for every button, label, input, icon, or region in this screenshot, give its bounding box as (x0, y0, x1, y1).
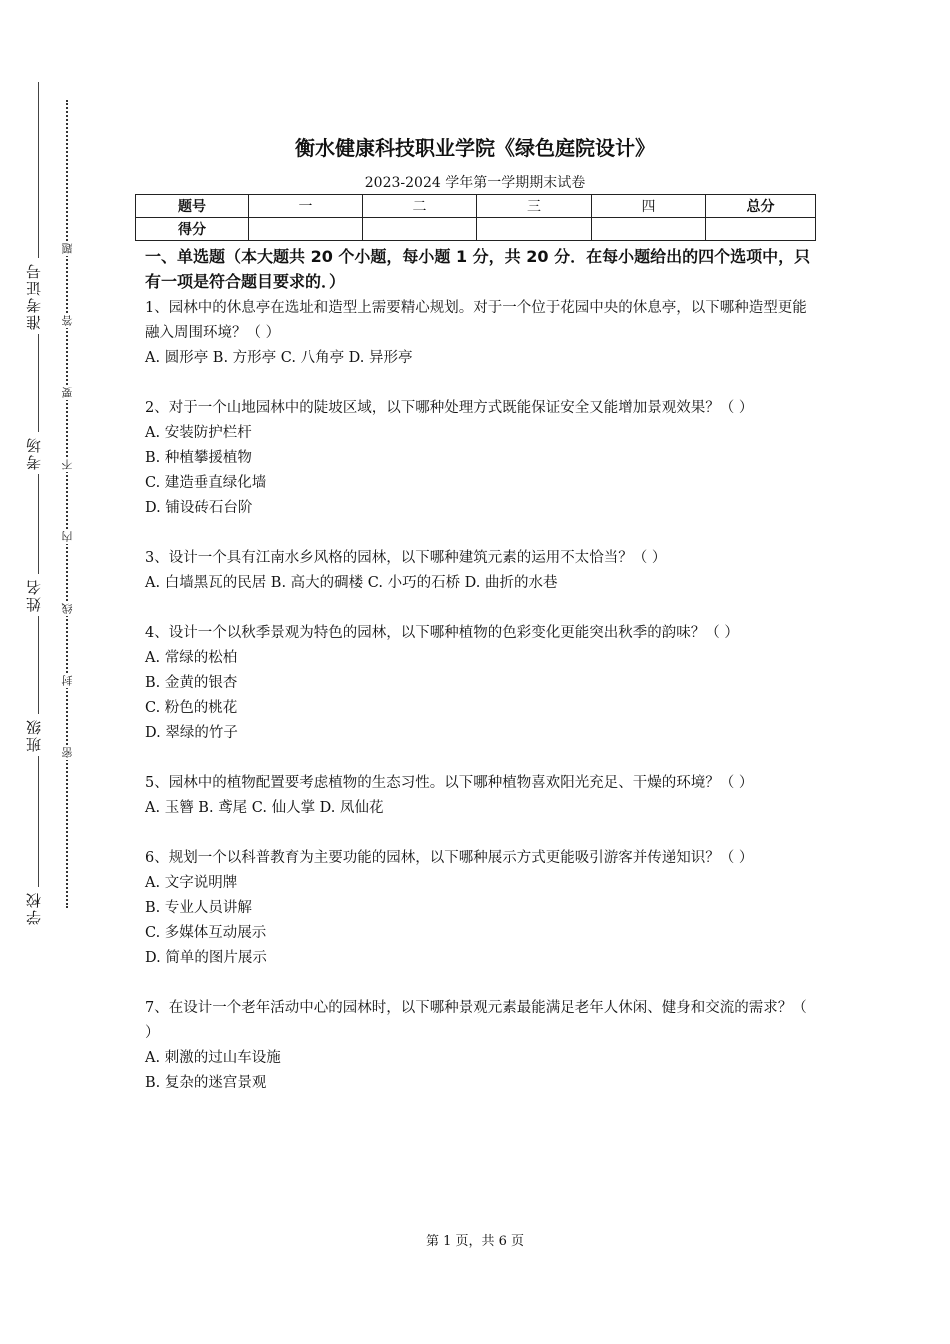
score-cell: 二 (363, 195, 477, 218)
question-options: A. 圆形亭 B. 方形亭 C. 八角亭 D. 异形亭 (145, 350, 413, 366)
seal-char: 要 (61, 387, 74, 398)
score-input-cell (477, 218, 592, 241)
seal-char: 密 (61, 747, 74, 758)
seal-char: 题 (61, 243, 74, 254)
question-3 (145, 546, 817, 596)
score-table (135, 194, 816, 241)
score-table-score-row (136, 218, 816, 241)
seal-char: 不 (61, 459, 74, 470)
question-stem: 2、对于一个山地园林中的陡坡区域，以下哪种处理方式既能保证安全又能增加景观效果？（ ） (145, 400, 754, 416)
option-d: D. 铺设砖石台阶 (145, 500, 253, 516)
seal-dotted-line (66, 100, 68, 908)
score-input-cell (592, 218, 706, 241)
seal-char: 答 (61, 315, 74, 326)
score-table-header-row (136, 195, 816, 218)
option-d: D. 翠绿的竹子 (145, 725, 238, 741)
page-number: 第 1 页，共 6 页 (425, 1234, 525, 1249)
question-options: A. 白墙黑瓦的民居 B. 高大的碉楼 C. 小巧的石桥 D. 曲折的水巷 (145, 575, 558, 591)
question-stem: 4、设计一个以秋季景观为特色的园林，以下哪种植物的色彩变化更能突出秋季的韵味？（ ） (145, 625, 739, 641)
exam-content (145, 244, 817, 1096)
question-options: A. 玉簪 B. 鸢尾 C. 仙人掌 D. 凤仙花 (145, 800, 384, 816)
question-1 (145, 296, 817, 371)
question-5 (145, 771, 817, 821)
option-b: B. 金黄的银杏 (145, 675, 238, 691)
option-c: C. 粉色的桃花 (145, 700, 238, 716)
question-4 (145, 621, 817, 746)
field-exam-number: 准考证号 (23, 258, 44, 334)
option-a: A. 刺激的过山车设施 (145, 1050, 281, 1066)
option-a: A. 常绿的松柏 (145, 650, 238, 666)
field-exam-room: 考场 (23, 432, 44, 474)
option-c: C. 建造垂直绿化墙 (145, 475, 267, 491)
seal-char: 线 (61, 603, 74, 614)
field-name: 姓名 (23, 574, 44, 616)
option-a: A. 文字说明牌 (145, 875, 238, 891)
exam-title: 衡水健康科技职业学院《绿色庭院设计》 (295, 136, 655, 160)
field-class: 班级 (23, 714, 44, 756)
score-cell: 三 (477, 195, 592, 218)
field-school: 学校 (23, 887, 44, 929)
seal-char: 封 (61, 675, 74, 686)
section-heading: 一、单选题（本大题共 20 个小题，每小题 1 分，共 20 分．在每小题给出的四个选项中，只有一项是符合题目要求的．） (145, 247, 811, 291)
option-d: D. 简单的图片展示 (145, 950, 267, 966)
question-2 (145, 396, 817, 521)
binding-line (38, 82, 39, 924)
option-a: A. 安装防护栏杆 (145, 425, 252, 441)
question-7 (145, 996, 817, 1096)
question-6 (145, 846, 817, 971)
exam-subtitle: 2023-2024 学年第一学期期末试卷 (364, 175, 586, 191)
score-cell: 题号 (136, 195, 249, 218)
option-b: B. 专业人员讲解 (145, 900, 252, 916)
option-b: B. 种植攀援植物 (145, 450, 252, 466)
seal-char: 内 (61, 531, 74, 542)
question-stem: 6、规划一个以科普教育为主要功能的园林，以下哪种展示方式更能吸引游客并传递知识？（ ） (145, 850, 754, 866)
score-input-cell (706, 218, 816, 241)
score-input-cell (363, 218, 477, 241)
score-cell: 总分 (706, 195, 816, 218)
question-stem: 5、园林中的植物配置要考虑植物的生态习性。以下哪种植物喜欢阳光充足、干燥的环境？（ ） (145, 775, 754, 791)
question-stem: 7、在设计一个老年活动中心的园林时，以下哪种景观元素最能满足老年人休闲、健身和交流的需求？（ ） (145, 1000, 807, 1041)
score-input-cell (249, 218, 363, 241)
score-cell: 得分 (136, 218, 249, 241)
option-c: C. 多媒体互动展示 (145, 925, 267, 941)
question-stem: 3、设计一个具有江南水乡风格的园林，以下哪种建筑元素的运用不太恰当？（ ） (145, 550, 667, 566)
question-stem: 1、园林中的休息亭在选址和造型上需要精心规划。对于一个位于花园中央的休息亭，以下哪种造型更能融入周围环境？（ ） (145, 300, 807, 341)
score-cell: 四 (592, 195, 706, 218)
option-b: B. 复杂的迷宫景观 (145, 1075, 267, 1091)
score-cell: 一 (249, 195, 363, 218)
